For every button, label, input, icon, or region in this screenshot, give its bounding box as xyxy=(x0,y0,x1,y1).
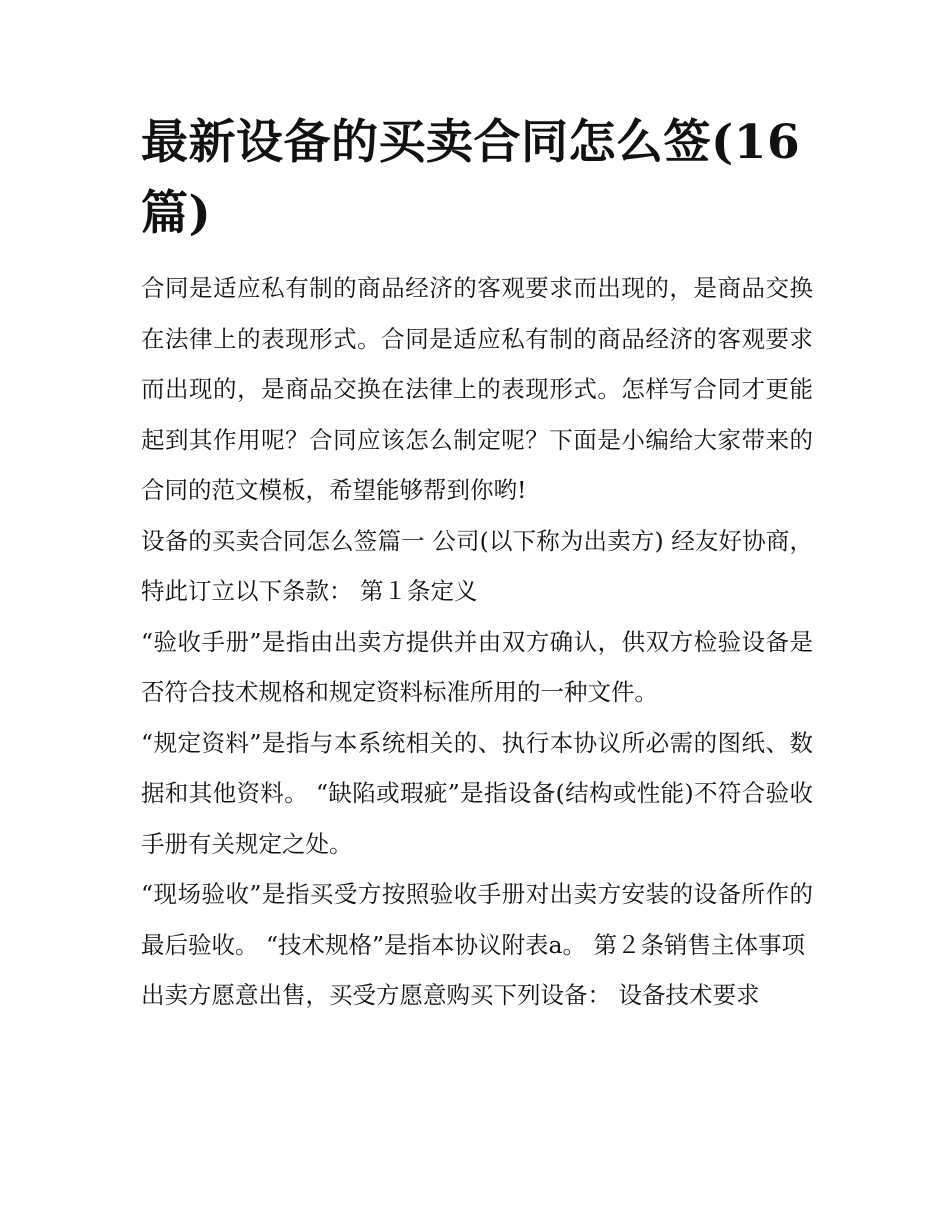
paragraph-contract-opening: 设备的买卖合同怎么签篇一 公司(以下称为出卖方) 经友好协商，特此订立以下条款： 第１条定义 xyxy=(141,526,813,605)
document-body xyxy=(141,263,813,1021)
document-page xyxy=(141,108,813,1021)
paragraph-definition-acceptance-manual: “验收手册”是指由出卖方提供并由双方确认，供双方检验设备是否符合技术规格和规定资料标准所用的一种文件。 xyxy=(141,627,813,706)
paragraph-definition-specified-materials: “规定资料”是指与本系统相关的、执行本协议所必需的图纸、数据和其他资料。 “缺陷或瑕疵”是指设备(结构或性能)不符合验收手册有关规定之处。 xyxy=(141,728,813,858)
paragraph-sale-subject: 出卖方愿意出售，买受方愿意购买下列设备： 设备技术要求 xyxy=(141,981,760,1009)
document-title: 最新设备的买卖合同怎么签(16篇) xyxy=(141,115,801,241)
paragraph-definition-site-acceptance: “现场验收”是指买受方按照验收手册对出卖方安装的设备所作的最后验收。 “技术规格”是指本协议附表a。 第２条销售主体事项 xyxy=(141,880,813,959)
paragraph-intro: 合同是适应私有制的商品经济的客观要求而出现的，是商品交换在法律上的表现形式。合同是适应私有制的商品经济的客观要求而出现的，是商品交换在法律上的表现形式。怎样写合同才更能起到其作用呢？合同应该怎么制定呢？下面是小编给大家带来的合同的范文模板，希望能够帮到你哟! xyxy=(141,274,813,504)
